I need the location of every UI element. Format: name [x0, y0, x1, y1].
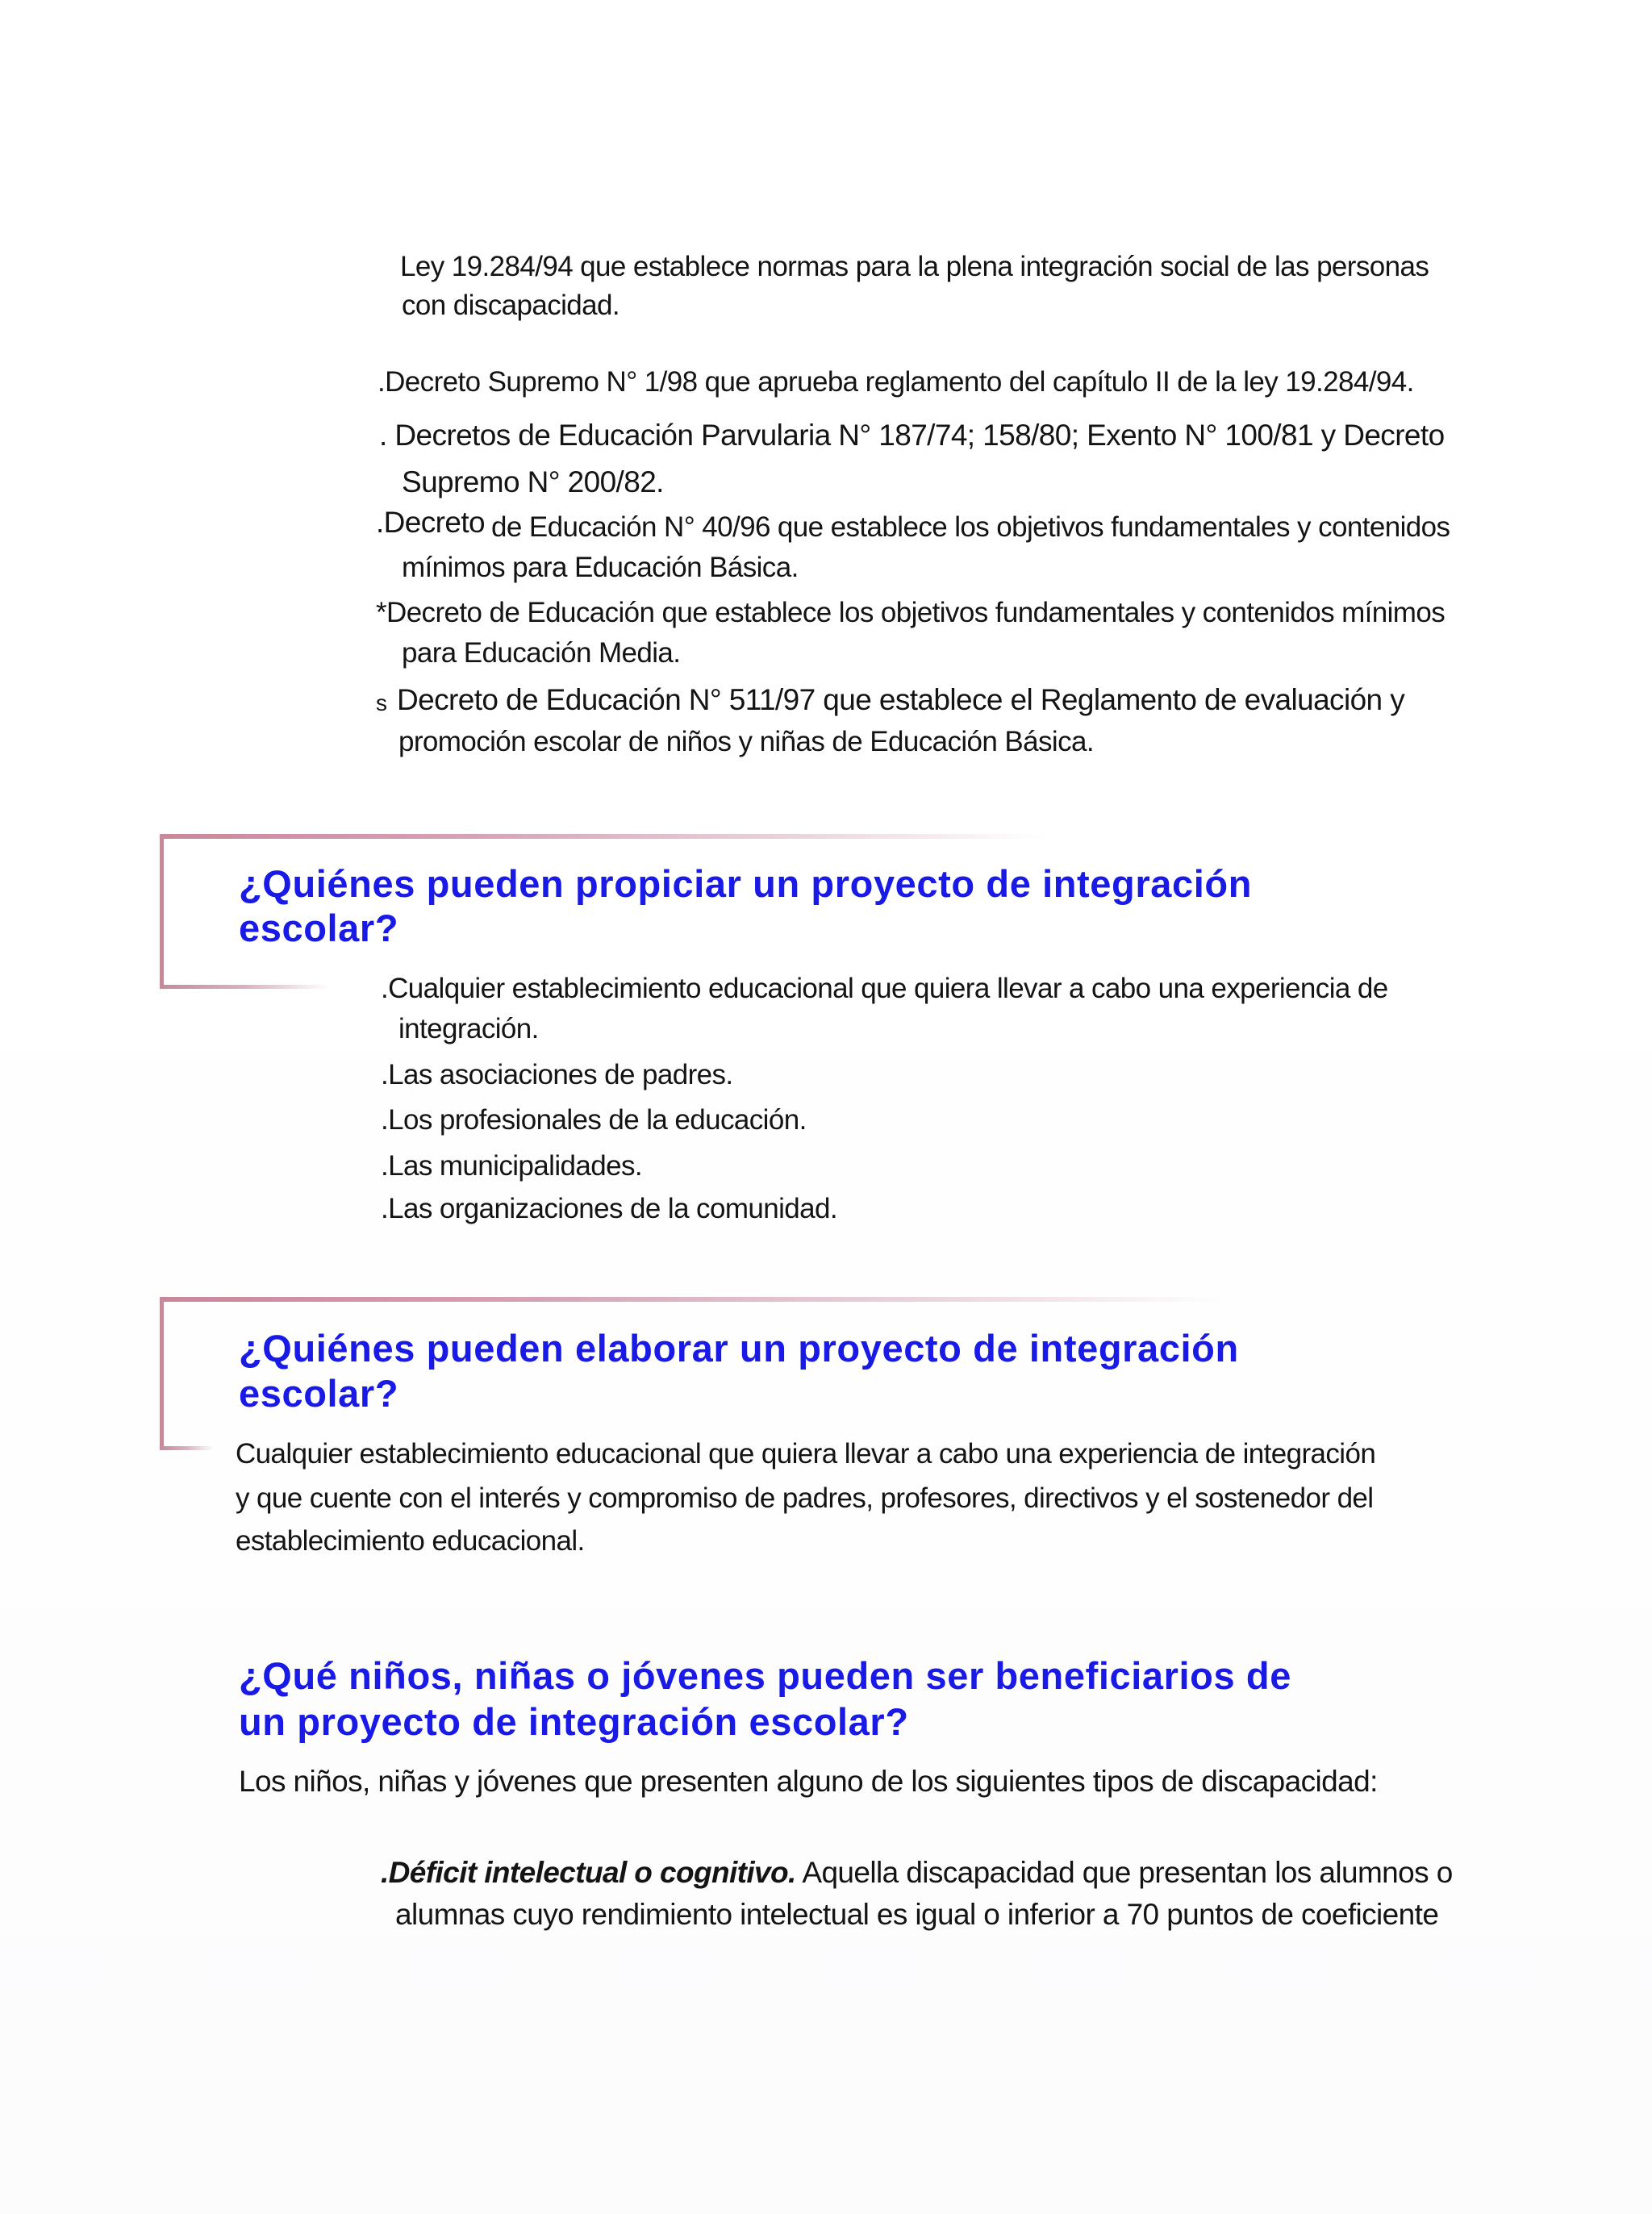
section-3-item-line-2: alumnas cuyo rendimiento intelectual es igual o inferior a 70 puntos de coeficiente	[395, 1898, 1439, 1931]
legislation-item-3-line-1: . Decretos de Educación Parvularia N° 187/74; 158/80; Exento N° 100/81 y Decreto	[379, 419, 1445, 452]
list-item: .Las organizaciones de la comunidad.	[381, 1193, 838, 1224]
paragraph-line: y que cuente con el interés y compromiso de padres, profesores, directivos y el sostenedor del	[236, 1482, 1374, 1514]
legislation-item-4-line-2: mínimos para Educación Básica.	[402, 552, 799, 583]
legislation-item-1-line-1: Ley 19.284/94 que establece normas para la plena integración social de las personas	[400, 251, 1429, 282]
paragraph-line: Cualquier establecimiento educacional que quiera llevar a cabo una experiencia de integración	[236, 1438, 1376, 1470]
section-3-title-line-2: un proyecto de integración escolar?	[239, 1700, 909, 1743]
list-item: .Las asociaciones de padres.	[381, 1059, 733, 1090]
legislation-item-3-line-2: Supremo N° 200/82.	[402, 465, 664, 498]
section-2-title-line-2: escolar?	[239, 1372, 399, 1415]
paragraph-line: establecimiento educacional.	[236, 1525, 585, 1557]
section-1-title-line-2: escolar?	[239, 907, 399, 949]
legislation-item-5-line-2: para Educación Media.	[402, 637, 681, 669]
section-3-item-line-1	[381, 1855, 1453, 1891]
section-2-title-line-1: ¿Quiénes pueden elaborar un proyecto de integración	[239, 1327, 1239, 1370]
list-item: .Cualquier establecimiento educacional que quiera llevar a cabo una experiencia de	[381, 973, 1388, 1004]
legislation-item-4-lead: .Decreto	[376, 506, 486, 539]
legislation-item-1-line-2: con discapacidad.	[402, 290, 620, 321]
list-item: .Los profesionales de la educación.	[381, 1104, 807, 1136]
legislation-item-6-line-2: promoción escolar de niños y niñas de Educación Básica.	[398, 726, 1094, 757]
term-label: .Déficit intelectual o cognitivo.	[381, 1856, 796, 1889]
list-item: .Las municipalidades.	[381, 1150, 642, 1182]
legislation-item-2: .Decreto Supremo N° 1/98 que aprueba reglamento del capítulo II de la ley 19.284/94.	[378, 366, 1414, 398]
legislation-item-6-line-1: Decreto de Educación N° 511/97 que establece el Reglamento de evaluación y	[397, 683, 1405, 716]
term-description: Aquella discapacidad que presentan los alumnos o	[802, 1856, 1453, 1889]
legislation-item-5-line-1: *Decreto de Educación que establece los objetivos fundamentales y contenidos mínimos	[376, 597, 1446, 628]
legislation-item-6-marker: s	[376, 690, 387, 715]
list-item: integración.	[398, 1013, 539, 1044]
legislation-item-4-line-1: de Educación N° 40/96 que establece los objetivos fundamentales y contenidos	[491, 511, 1450, 543]
section-3-title-line-1: ¿Qué niños, niñas o jóvenes pueden ser beneficiarios de	[239, 1654, 1291, 1697]
section-1-title-line-1: ¿Quiénes pueden propiciar un proyecto de integración	[239, 862, 1252, 905]
section-3-intro: Los niños, niñas y jóvenes que presenten alguno de los siguientes tipos de discapacidad:	[239, 1765, 1378, 1798]
